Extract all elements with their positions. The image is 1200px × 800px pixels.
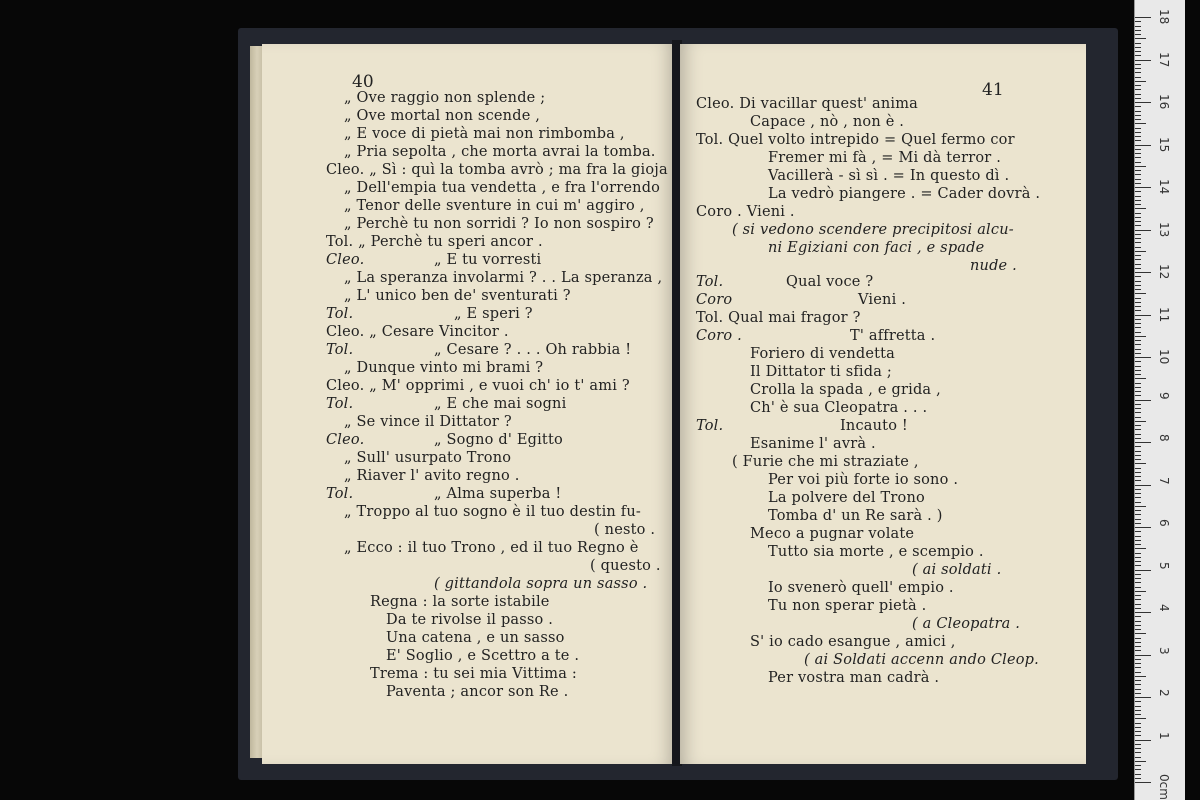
ruler-tick <box>1135 629 1141 630</box>
text-line: „ Tenor delle sventure in cui m' aggiro , <box>344 198 645 214</box>
text-line: „ Pria sepolta , che morta avrai la tomba. <box>344 144 656 160</box>
ruler-tick <box>1135 612 1151 613</box>
text-line: Io svenerò quell' empio . <box>768 580 954 596</box>
text-line: ( a Cleopatra . <box>912 616 1021 632</box>
ruler-tick <box>1135 200 1141 201</box>
ruler-tick <box>1135 289 1141 290</box>
text-line: „ E che mai sogni <box>434 396 567 412</box>
text-line: Cleo. „ M' opprimi , e vuoi ch' io t' ami ? <box>326 378 630 394</box>
ruler-label: 13 <box>1157 221 1171 237</box>
ruler-tick <box>1135 514 1141 515</box>
text-line: S' io cado esangue , amici , <box>750 634 956 650</box>
ruler-tick <box>1135 599 1141 600</box>
ruler-tick <box>1135 132 1141 133</box>
text-line: Cleo. „ Sì : quì la tomba avrò ; ma fra la gioja <box>326 162 668 178</box>
ruler-tick <box>1135 191 1141 192</box>
ruler-tick <box>1135 242 1141 243</box>
ruler-label: 3 <box>1157 646 1171 655</box>
text-line: E' Soglio , e Scettro a te . <box>386 648 580 664</box>
ruler-label: 2 <box>1157 689 1171 697</box>
ruler-tick <box>1135 315 1151 316</box>
ruler-tick <box>1135 157 1141 158</box>
ruler-tick <box>1135 553 1141 554</box>
ruler-tick <box>1135 213 1141 214</box>
ruler-tick <box>1135 196 1141 197</box>
ruler-tick <box>1135 217 1141 218</box>
ruler-tick <box>1135 259 1141 260</box>
ruler-tick <box>1135 264 1141 265</box>
ruler-tick <box>1135 578 1141 579</box>
text-line: La vedrò piangere . = Cader dovrà . <box>768 186 1041 202</box>
ruler-tick <box>1135 621 1141 622</box>
ruler-tick <box>1135 778 1141 779</box>
ruler-tick <box>1135 595 1141 596</box>
ruler-tick <box>1135 646 1141 647</box>
ruler-tick <box>1135 531 1141 532</box>
ruler-tick <box>1135 434 1141 435</box>
ruler-tick <box>1135 94 1141 95</box>
ruler-tick <box>1135 55 1141 56</box>
ruler-label: 10 <box>1157 349 1171 365</box>
ruler-tick <box>1135 667 1141 668</box>
ruler-tick <box>1135 616 1141 617</box>
text-line: ( Furie che mi straziate , <box>732 454 919 470</box>
text-line: Esanime l' avrà . <box>750 436 876 452</box>
ruler-tick <box>1135 468 1141 469</box>
ruler-tick <box>1135 166 1146 167</box>
ruler-tick <box>1135 64 1141 65</box>
ruler-tick <box>1135 285 1141 286</box>
ruler-tick <box>1135 421 1146 422</box>
text-line: Da te rivolse il passo . <box>386 612 554 628</box>
ruler-tick <box>1135 480 1141 481</box>
ruler-tick <box>1135 472 1141 473</box>
ruler-tick <box>1135 642 1141 643</box>
ruler-tick <box>1135 272 1151 273</box>
ruler-label: 7 <box>1157 476 1171 485</box>
ruler-tick <box>1135 153 1141 154</box>
ruler-tick <box>1135 349 1141 350</box>
ruler-tick <box>1135 340 1141 341</box>
ruler-tick <box>1135 208 1146 209</box>
text-line: ( gittandola sopra un sasso . <box>434 576 648 592</box>
ruler-tick <box>1135 608 1141 609</box>
ruler-tick <box>1135 489 1141 490</box>
text-line: „ E speri ? <box>454 306 533 322</box>
right-page <box>680 44 1086 764</box>
ruler-tick <box>1135 306 1141 307</box>
text-line: Ch' è sua Cleopatra . . . <box>750 400 928 416</box>
text-line: Meco a pugnar volate <box>750 526 915 542</box>
ruler-tick <box>1135 697 1151 698</box>
text-line: Vacillerà - sì sì . = In questo dì . <box>768 168 1010 184</box>
ruler-tick <box>1135 85 1141 86</box>
ruler-tick <box>1135 310 1141 311</box>
ruler-tick <box>1135 357 1151 358</box>
ruler-tick <box>1135 353 1141 354</box>
ruler-tick <box>1135 752 1141 753</box>
ruler-tick <box>1135 140 1141 141</box>
ruler-tick <box>1135 761 1146 762</box>
ruler-tick <box>1135 298 1141 299</box>
ruler-tick <box>1135 523 1141 524</box>
text-line: Tol. <box>326 486 354 502</box>
text-line: „ Sogno d' Egitto <box>434 432 563 448</box>
ruler-tick <box>1135 43 1141 44</box>
text-line: „ Troppo al tuo sogno è il tuo destin fu- <box>344 504 641 520</box>
ruler-tick <box>1135 247 1141 248</box>
ruler-tick <box>1135 782 1151 783</box>
text-line: „ Dell'empia tua vendetta , e fra l'orrendo <box>344 180 661 196</box>
ruler-label: 5 <box>1157 561 1171 570</box>
ruler-tick <box>1135 30 1141 31</box>
ruler-tick <box>1135 230 1151 231</box>
ruler-tick <box>1135 684 1141 685</box>
ruler-tick <box>1135 757 1141 758</box>
ruler-tick <box>1135 429 1141 430</box>
ruler-label: 14 <box>1157 179 1171 195</box>
ruler-tick <box>1135 536 1141 537</box>
ruler-tick <box>1135 412 1141 413</box>
ruler-tick <box>1135 540 1141 541</box>
ruler-tick <box>1135 582 1141 583</box>
ruler-tick <box>1135 374 1141 375</box>
ruler-tick <box>1135 51 1141 52</box>
ruler-tick <box>1135 565 1141 566</box>
text-line: Tol. <box>326 342 354 358</box>
ruler-tick <box>1135 557 1141 558</box>
ruler-tick <box>1135 302 1141 303</box>
ruler-tick <box>1135 493 1141 494</box>
ruler-tick <box>1135 179 1141 180</box>
text-line: ( questo . <box>590 558 661 574</box>
ruler-tick <box>1135 162 1141 163</box>
ruler-tick <box>1135 727 1141 728</box>
left-page <box>262 44 674 764</box>
ruler-tick <box>1135 238 1141 239</box>
text-line: Regna : la sorte istabile <box>370 594 550 610</box>
ruler-tick <box>1135 221 1141 222</box>
ruler-tick <box>1135 327 1141 328</box>
text-line: Tol. <box>696 274 724 290</box>
text-line: nude . <box>970 258 1017 274</box>
ruler-tick <box>1135 293 1146 294</box>
text-line: Coro . <box>696 328 742 344</box>
ruler-tick <box>1135 123 1146 124</box>
ruler-tick <box>1135 395 1141 396</box>
ruler-tick <box>1135 34 1141 35</box>
ruler-tick <box>1135 485 1151 486</box>
ruler-tick <box>1135 689 1141 690</box>
text-line: „ Ecco : il tuo Trono , ed il tuo Regno è <box>344 540 639 556</box>
text-line: Tutto sia morte , e scempio . <box>768 544 984 560</box>
ruler-tick <box>1135 276 1141 277</box>
ruler-tick <box>1135 442 1151 443</box>
text-line: „ Ove raggio non splende ; <box>344 90 546 106</box>
text-line: ( nesto . <box>594 522 656 538</box>
text-line: Crolla la spada , e grida , <box>750 382 941 398</box>
ruler-tick <box>1135 506 1146 507</box>
ruler-tick <box>1135 404 1141 405</box>
ruler-tick <box>1135 693 1141 694</box>
ruler-tick <box>1135 744 1141 745</box>
ruler-tick <box>1135 735 1141 736</box>
ruler-label: 8 <box>1157 434 1171 442</box>
ruler-tick <box>1135 476 1141 477</box>
ruler-tick <box>1135 604 1141 605</box>
ruler-tick <box>1135 38 1146 39</box>
text-line: „ La speranza involarmi ? . . La speranza , <box>344 270 663 286</box>
ruler-tick <box>1135 387 1141 388</box>
ruler-tick <box>1135 672 1141 673</box>
text-line: ( ai soldati . <box>912 562 1002 578</box>
ruler-tick <box>1135 115 1141 116</box>
ruler-tick <box>1135 417 1141 418</box>
ruler-tick <box>1135 650 1141 651</box>
ruler-label: 4 <box>1157 604 1171 612</box>
text-line: „ Dunque vinto mi brami ? <box>344 360 544 376</box>
ruler-label: 12 <box>1157 264 1171 280</box>
text-line: Incauto ! <box>840 418 908 434</box>
page-number: 41 <box>982 80 1004 100</box>
ruler-tick <box>1135 676 1146 677</box>
ruler-tick <box>1135 446 1141 447</box>
text-line: La polvere del Trono <box>768 490 925 506</box>
text-line: Tol. <box>326 396 354 412</box>
text-line: Coro <box>696 292 733 308</box>
ruler-tick <box>1135 336 1146 337</box>
text-line: Tu non sperar pietà . <box>768 598 927 614</box>
ruler-tick <box>1135 183 1141 184</box>
ruler-tick <box>1135 98 1141 99</box>
ruler-tick <box>1135 319 1141 320</box>
ruler-tick <box>1135 502 1141 503</box>
text-line: Per vostra man cadrà . <box>768 670 940 686</box>
ruler-tick <box>1135 714 1141 715</box>
ruler-tick <box>1135 769 1141 770</box>
ruler-tick <box>1135 706 1141 707</box>
text-line: Tol. „ Perchè tu speri ancor . <box>326 234 543 250</box>
ruler-tick <box>1135 370 1141 371</box>
ruler-tick <box>1135 659 1141 660</box>
text-line: „ Ove mortal non scende , <box>344 108 541 124</box>
ruler-tick <box>1135 527 1151 528</box>
ruler-tick <box>1135 119 1141 120</box>
ruler-label: 18 <box>1157 9 1171 25</box>
text-line: „ Riaver l' avito regno . <box>344 468 520 484</box>
text-line: „ Cesare ? . . . Oh rabbia ! <box>434 342 632 358</box>
ruler-tick <box>1135 281 1141 282</box>
text-line: ( si vedono scendere precipitosi alcu- <box>732 222 1014 238</box>
ruler-tick <box>1135 145 1151 146</box>
ruler-tick <box>1135 451 1141 452</box>
ruler-tick <box>1135 655 1151 656</box>
text-line: Tomba d' un Re sarà . ) <box>768 508 943 524</box>
ruler-tick <box>1135 332 1141 333</box>
text-line: Il Dittator ti sfida ; <box>750 364 892 380</box>
text-line: Tol. Qual mai fragor ? <box>696 310 861 326</box>
ruler-tick <box>1135 47 1141 48</box>
ruler-label: 15 <box>1157 136 1171 152</box>
ruler-label: 17 <box>1157 51 1171 67</box>
ruler-tick <box>1135 718 1146 719</box>
text-line: Tol. <box>326 306 354 322</box>
text-line: T' affretta . <box>850 328 936 344</box>
ruler-label: 9 <box>1157 391 1171 400</box>
ruler-tick <box>1135 26 1141 27</box>
ruler-tick <box>1135 638 1141 639</box>
ruler-tick <box>1135 400 1151 401</box>
ruler-tick <box>1135 72 1141 73</box>
ruler-tick <box>1135 408 1141 409</box>
ruler-tick <box>1135 234 1141 235</box>
ruler-tick <box>1135 740 1151 741</box>
ruler-tick <box>1135 591 1146 592</box>
ruler-tick <box>1135 463 1146 464</box>
ruler-tick <box>1135 663 1141 664</box>
text-line: Trema : tu sei mia Vittima : <box>370 666 577 682</box>
text-line: Per voi più forte io sono . <box>768 472 959 488</box>
ruler-tick <box>1135 187 1151 188</box>
ruler-tick <box>1135 574 1141 575</box>
ruler-label: 16 <box>1157 94 1171 110</box>
ruler-tick <box>1135 174 1141 175</box>
ruler-tick <box>1135 17 1151 18</box>
ruler-tick <box>1135 81 1146 82</box>
text-line: „ Sull' usurpato Trono <box>344 450 512 466</box>
text-line: ni Egiziani con faci , e spade <box>768 240 985 256</box>
ruler-tick <box>1135 587 1141 588</box>
text-line: „ Perchè tu non sorridi ? Io non sospiro ? <box>344 216 654 232</box>
ruler-tick <box>1135 459 1141 460</box>
ruler-label: 6 <box>1157 519 1171 527</box>
ruler-tick <box>1135 136 1141 137</box>
ruler-tick <box>1135 544 1141 545</box>
ruler-label: 11 <box>1157 306 1171 322</box>
ruler-tick <box>1135 774 1141 775</box>
ruler-label: 0cm <box>1157 774 1171 800</box>
ruler-tick <box>1135 225 1141 226</box>
text-line: Tol. Quel volto intrepido = Quel fermo cor <box>696 132 1015 148</box>
ruler-tick <box>1135 128 1141 129</box>
ruler-tick <box>1135 731 1141 732</box>
ruler-tick <box>1135 106 1141 107</box>
ruler-tick <box>1135 378 1146 379</box>
text-line: Cleo. Di vacillar quest' anima <box>696 96 919 112</box>
measuring-ruler <box>1134 0 1185 800</box>
ruler-tick <box>1135 633 1146 634</box>
text-line: Coro . Vieni . <box>696 204 795 220</box>
text-line: Foriero di vendetta <box>750 346 896 362</box>
ruler-tick <box>1135 366 1141 367</box>
text-line: Vieni . <box>858 292 907 308</box>
ruler-tick <box>1135 497 1141 498</box>
page-number: 40 <box>352 72 374 92</box>
text-line: Capace , nò , non è . <box>750 114 905 130</box>
ruler-tick <box>1135 710 1141 711</box>
ruler-tick <box>1135 77 1141 78</box>
ruler-tick <box>1135 455 1141 456</box>
ruler-tick <box>1135 344 1141 345</box>
ruler-tick <box>1135 438 1141 439</box>
text-line: Cleo. „ Cesare Vincitor . <box>326 324 509 340</box>
text-line: ( ai Soldati accenn ando Cleop. <box>804 652 1039 668</box>
ruler-tick <box>1135 251 1146 252</box>
ruler-tick <box>1135 60 1151 61</box>
ruler-tick <box>1135 102 1151 103</box>
ruler-tick <box>1135 561 1141 562</box>
ruler-tick <box>1135 519 1141 520</box>
ruler-tick <box>1135 21 1141 22</box>
ruler-tick <box>1135 383 1141 384</box>
ruler-tick <box>1135 701 1141 702</box>
ruler-tick <box>1135 510 1141 511</box>
ruler-tick <box>1135 680 1141 681</box>
ruler-tick <box>1135 748 1141 749</box>
ruler-tick <box>1135 425 1141 426</box>
text-line: „ E tu vorresti <box>434 252 542 268</box>
text-line: Tol. <box>696 418 724 434</box>
ruler-tick <box>1135 391 1141 392</box>
text-line: Cleo. <box>326 252 365 268</box>
ruler-label: 1 <box>1157 731 1171 740</box>
ruler-tick <box>1135 255 1141 256</box>
ruler-tick <box>1135 111 1141 112</box>
ruler-tick <box>1135 723 1141 724</box>
ruler-tick <box>1135 89 1141 90</box>
text-line: „ Se vince il Dittator ? <box>344 414 512 430</box>
ruler-tick <box>1135 548 1146 549</box>
text-line: Una catena , e un sasso <box>386 630 565 646</box>
ruler-tick <box>1135 68 1141 69</box>
ruler-tick <box>1135 170 1141 171</box>
ruler-tick <box>1135 570 1151 571</box>
ruler-tick <box>1135 765 1141 766</box>
text-line: „ E voce di pietà mai non rimbomba , <box>344 126 625 142</box>
ruler-tick <box>1135 361 1141 362</box>
text-line: Paventa ; ancor son Re . <box>386 684 569 700</box>
ruler-tick <box>1135 149 1141 150</box>
text-line: „ Alma superba ! <box>434 486 562 502</box>
ruler-tick <box>1135 625 1141 626</box>
text-line: Fremer mi fà , = Mi dà terror . <box>768 150 1002 166</box>
text-line: Qual voce ? <box>786 274 874 290</box>
text-line: Cleo. <box>326 432 365 448</box>
text-line: „ L' unico ben de' sventurati ? <box>344 288 571 304</box>
ruler-tick <box>1135 323 1141 324</box>
ruler-tick <box>1135 204 1141 205</box>
ruler-tick <box>1135 268 1141 269</box>
